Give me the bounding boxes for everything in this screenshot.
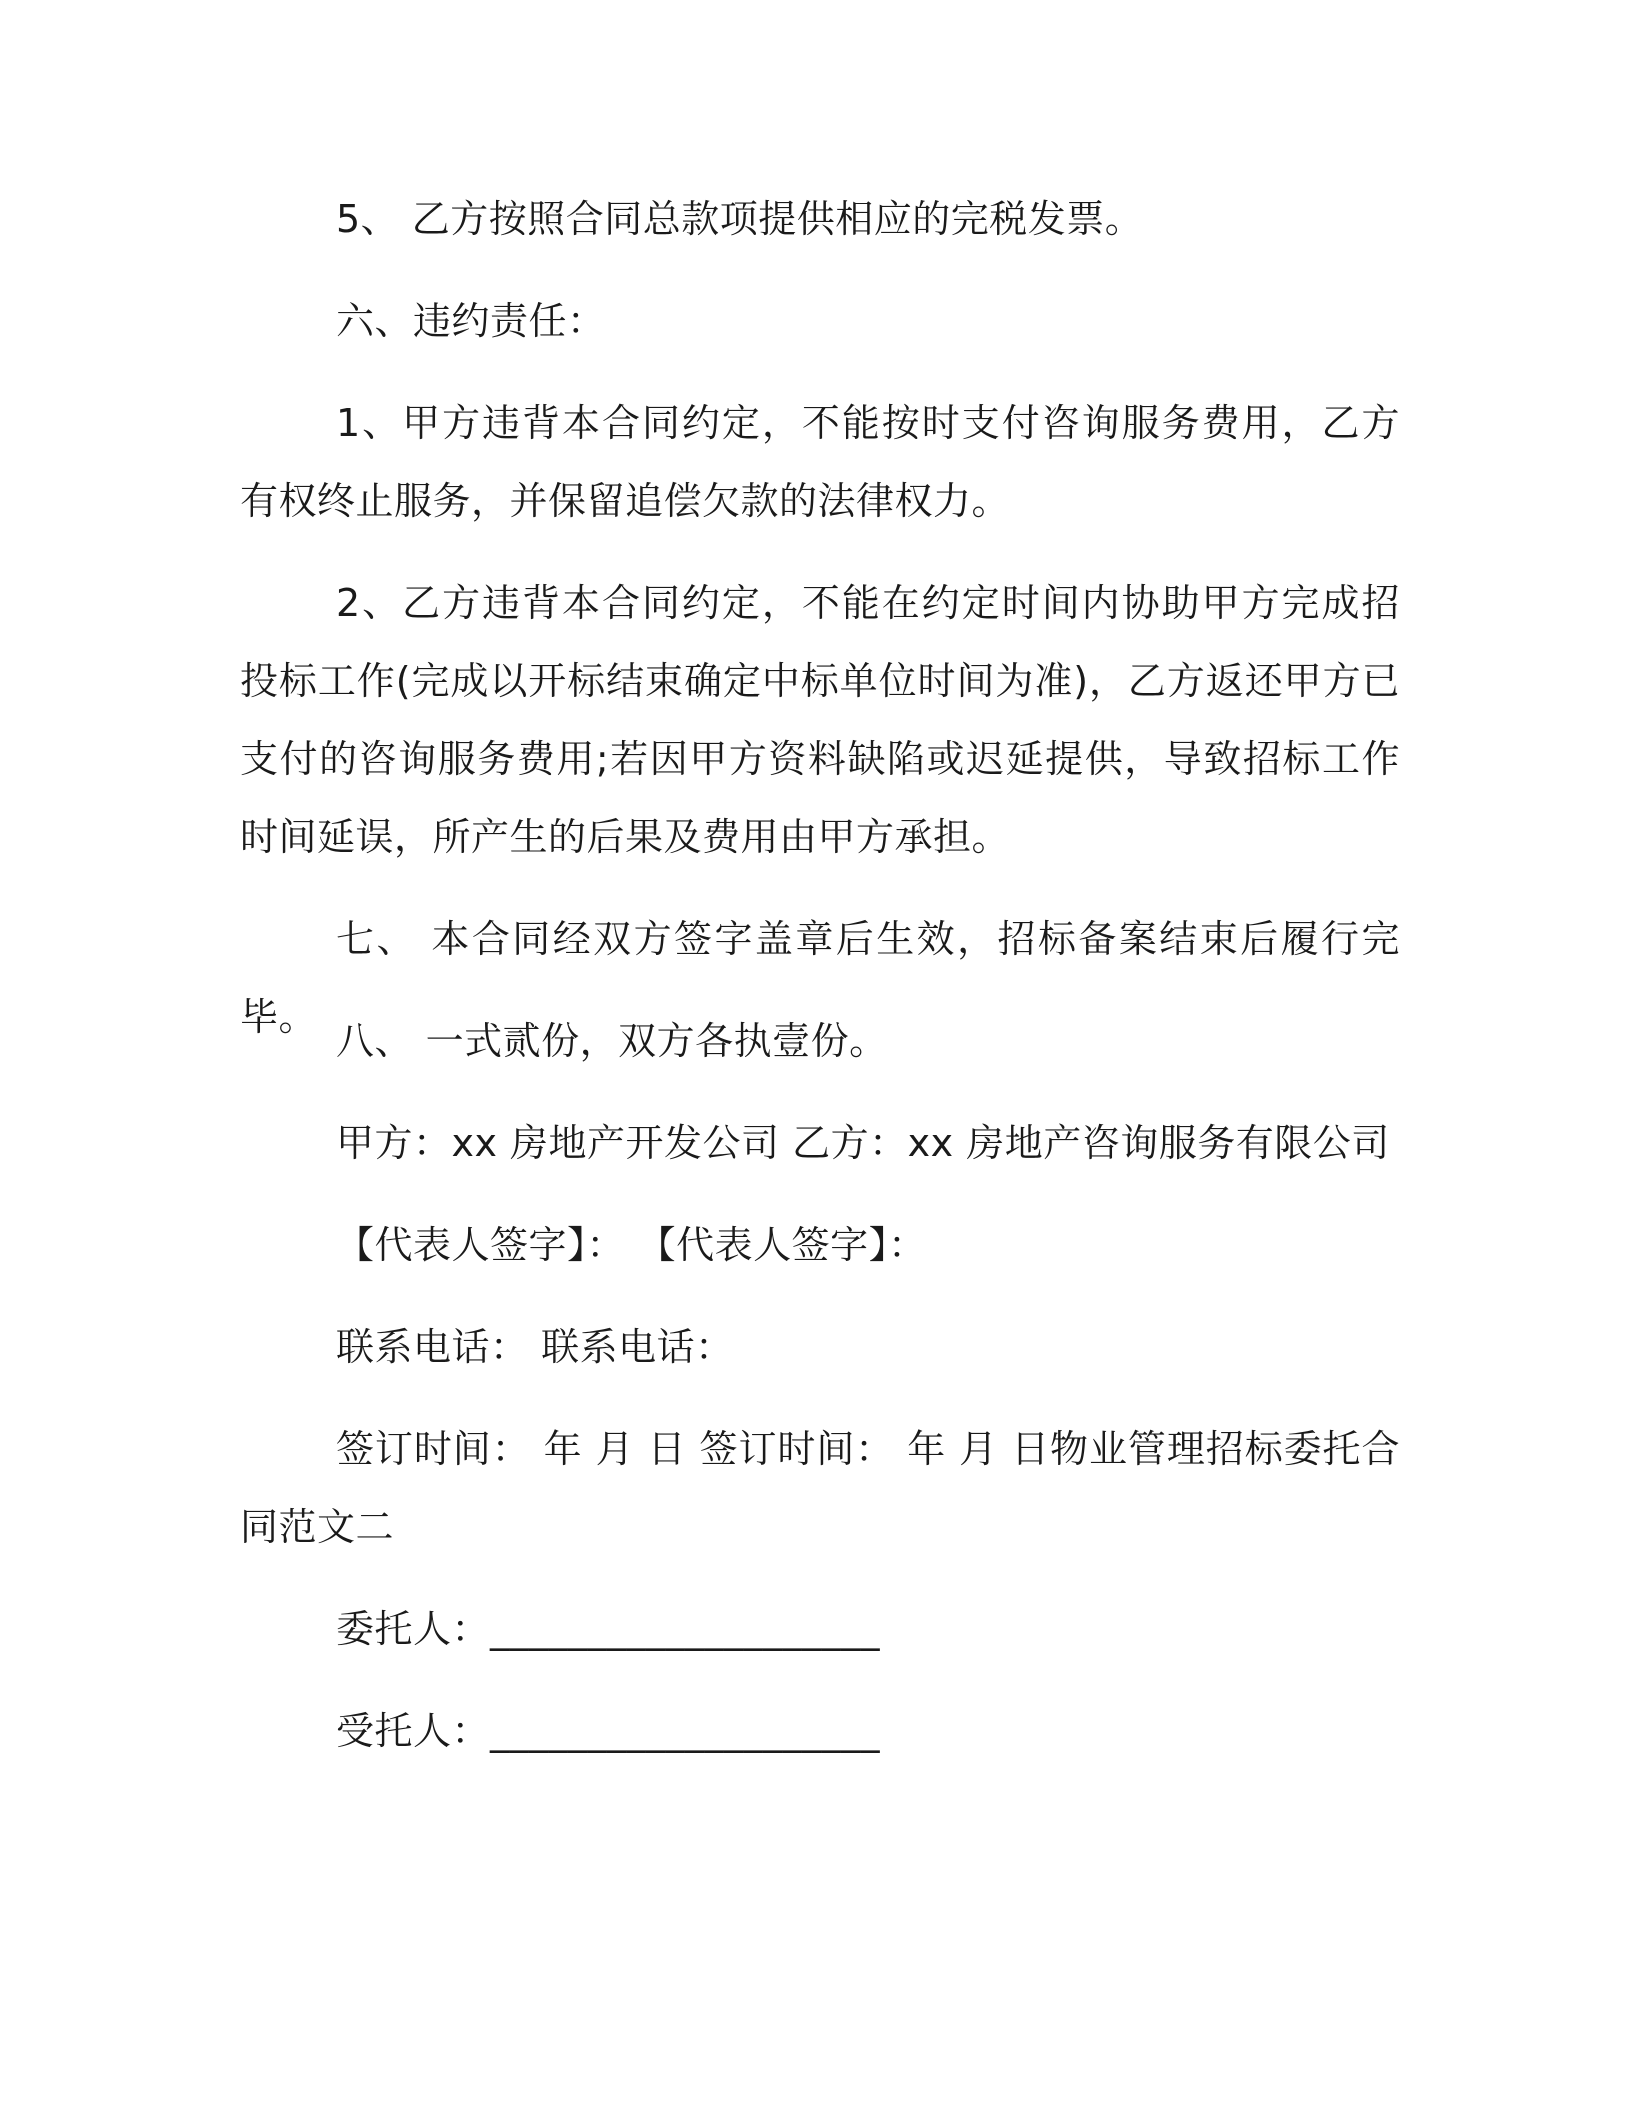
clause-5-invoice: 5、 乙方按照合同总款项提供相应的完税发票。 [336, 197, 1144, 241]
contact-phone-line: 联系电话： 联系电话： [336, 1325, 734, 1369]
section-6-heading: 六、违约责任： [336, 299, 606, 343]
principal-field: 委托人：____________________ [336, 1607, 881, 1651]
signing-date-line: 签订时间： 年 月 日 签订时间： 年 月 日物业管理招标委托合同范文二 [240, 1427, 1400, 1549]
breach-clause-1: 1、甲方违背本合同约定，不能按时支付咨询服务费用，乙方有权终止服务，并保留追偿欠款的法律权力。 [240, 401, 1400, 523]
parties-line: 甲方：xx 房地产开发公司 乙方：xx 房地产咨询服务有限公司 [336, 1121, 1390, 1165]
section-7-effect: 七、 本合同经双方签字盖章后生效，招标备案结束后履行完毕。 [240, 917, 1400, 1039]
section-8-copies: 八、 一式贰份，双方各执壹份。 [336, 1019, 888, 1063]
breach-clause-2: 2、乙方违背本合同约定，不能在约定时间内协助甲方完成招投标工作(完成以开标结束确定中标单位时间为准)，乙方返还甲方已支付的咨询服务费用;若因甲方资料缺陷或迟延提供，导致招标工作时间延误，所产生的后果及费用由甲方承担。 [240, 581, 1400, 859]
agent-field: 受托人：____________________ [336, 1709, 881, 1753]
representative-signature-line: 【代表人签字】： 【代表人签字】： [336, 1223, 927, 1267]
